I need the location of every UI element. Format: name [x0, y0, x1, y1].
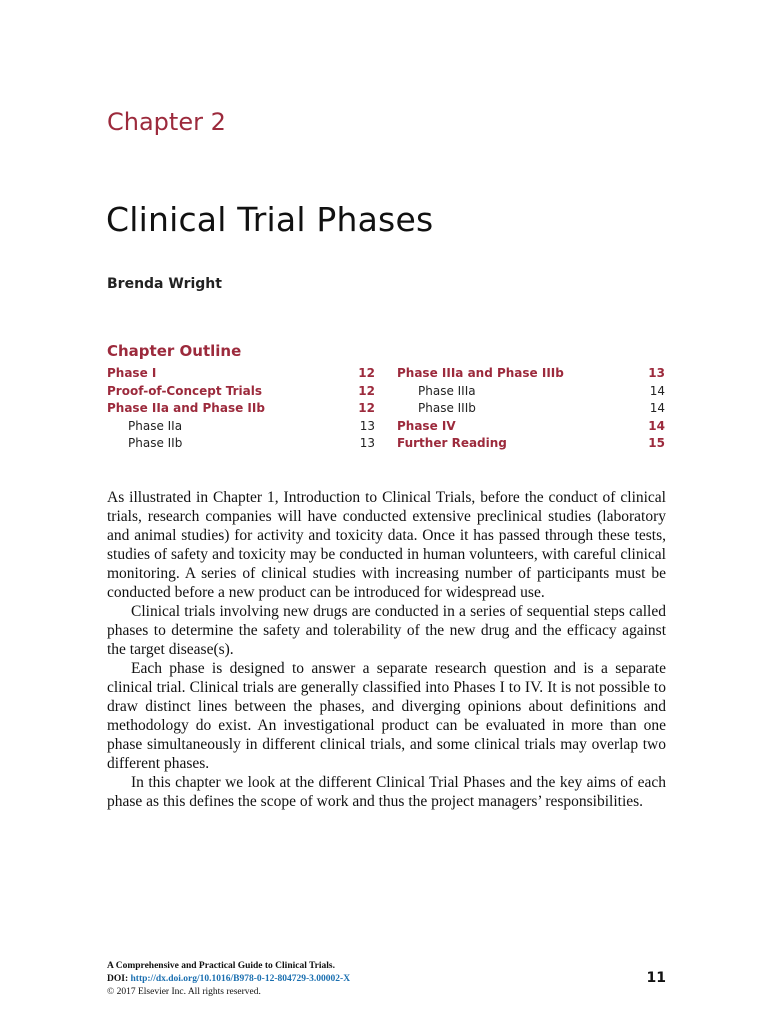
outline-entry-label: Phase IIa and Phase IIb — [107, 401, 265, 415]
chapter-title: Clinical Trial Phases — [106, 200, 434, 239]
outline-entry-label: Phase IIa — [128, 418, 183, 433]
outline-entry-label: Phase IIIa and Phase IIIb — [397, 366, 564, 380]
outline-entry-label: Phase IV — [397, 418, 456, 433]
outline-entry-page: 14 — [648, 418, 665, 433]
outline-entry-label: Phase IIIa — [418, 383, 476, 398]
outline-entry-page: 13 — [648, 366, 665, 380]
outline-right-column — [397, 365, 665, 453]
copyright: © 2017 Elsevier Inc. All rights reserved. — [107, 987, 261, 997]
doi-link[interactable]: http://dx.doi.org/10.1016/B978-0-12-804729-3.00002-X — [130, 974, 351, 984]
outline-entry-label: Phase I — [107, 366, 157, 380]
body-paragraph: As illustrated in Chapter 1, Introduction to Clinical Trials, before the conduct of clinical trials, research companies will have conducted extensive preclinical studies (laboratory and animal studies) for activity and toxicity data. Once it has passed through these tests, studies of safety and toxicity may be conducted in human volunteers, with careful clinical monitoring. A series of clinical studies with increasing number of participants must be conducted before a new product can be introduced for widespread use. — [107, 489, 666, 601]
outline-entry-label: Proof-of-Concept Trials — [107, 383, 263, 398]
outline-entry-label: Phase IIb — [128, 436, 183, 450]
body-paragraph: In this chapter we look at the different Clinical Trial Phases and the key aims of each phase as this defines the scope of work and thus the project managers’ responsibilities. — [107, 774, 666, 810]
outline-left-column — [107, 365, 375, 453]
outline-entry[interactable] — [397, 418, 665, 436]
outline-entry-page: 14 — [649, 383, 665, 398]
chapter-label: Chapter 2 — [107, 108, 226, 136]
doi-label: DOI: — [107, 974, 129, 984]
outline-entry[interactable] — [107, 365, 375, 383]
outline-entry[interactable] — [397, 365, 665, 383]
body-paragraph: Each phase is designed to answer a separate research question and is a separate clinical trial. Clinical trials are generally classified into Phases I to IV. It is not possible to draw distinct lines between the phases, and diverging opinions about definitions and methodology do exist. An investigational product can be evaluated in more than one phase simultaneously in different clinical trials, and some clinical trials may overlap two different phases. — [107, 660, 666, 772]
outline-subentry[interactable] — [107, 418, 375, 436]
outline-entry-page: 13 — [359, 418, 375, 433]
outline-entry-page: 14 — [649, 401, 665, 415]
outline-entry-page: 15 — [648, 436, 665, 450]
page-footer — [107, 960, 666, 999]
outline-entry[interactable] — [107, 400, 375, 418]
outline-entry-page: 12 — [358, 366, 375, 380]
outline-entry-label: Phase IIIb — [418, 401, 476, 415]
outline-entry[interactable] — [107, 383, 375, 401]
outline-subentry[interactable] — [107, 435, 375, 453]
outline-subentry[interactable] — [397, 383, 665, 401]
author-name: Brenda Wright — [107, 276, 222, 292]
outline-subentry[interactable] — [397, 400, 665, 418]
outline-entry-page: 13 — [359, 436, 375, 450]
book-title: A Comprehensive and Practical Guide to Clinical Trials. — [107, 961, 335, 971]
outline-entry-page: 12 — [358, 383, 375, 398]
chapter-outline-heading: Chapter Outline — [107, 342, 242, 360]
outline-entry-label: Further Reading — [397, 436, 507, 450]
outline-entry-page: 12 — [358, 401, 375, 415]
chapter-body — [107, 488, 666, 811]
page-number: 11 — [646, 970, 666, 986]
outline-entry[interactable] — [397, 435, 665, 453]
body-paragraph: Clinical trials involving new drugs are conducted in a series of sequential steps called phases to determine the safety and tolerability of the new drug and the efficacy against the target disease(s). — [107, 603, 666, 658]
doi-line — [107, 970, 666, 986]
